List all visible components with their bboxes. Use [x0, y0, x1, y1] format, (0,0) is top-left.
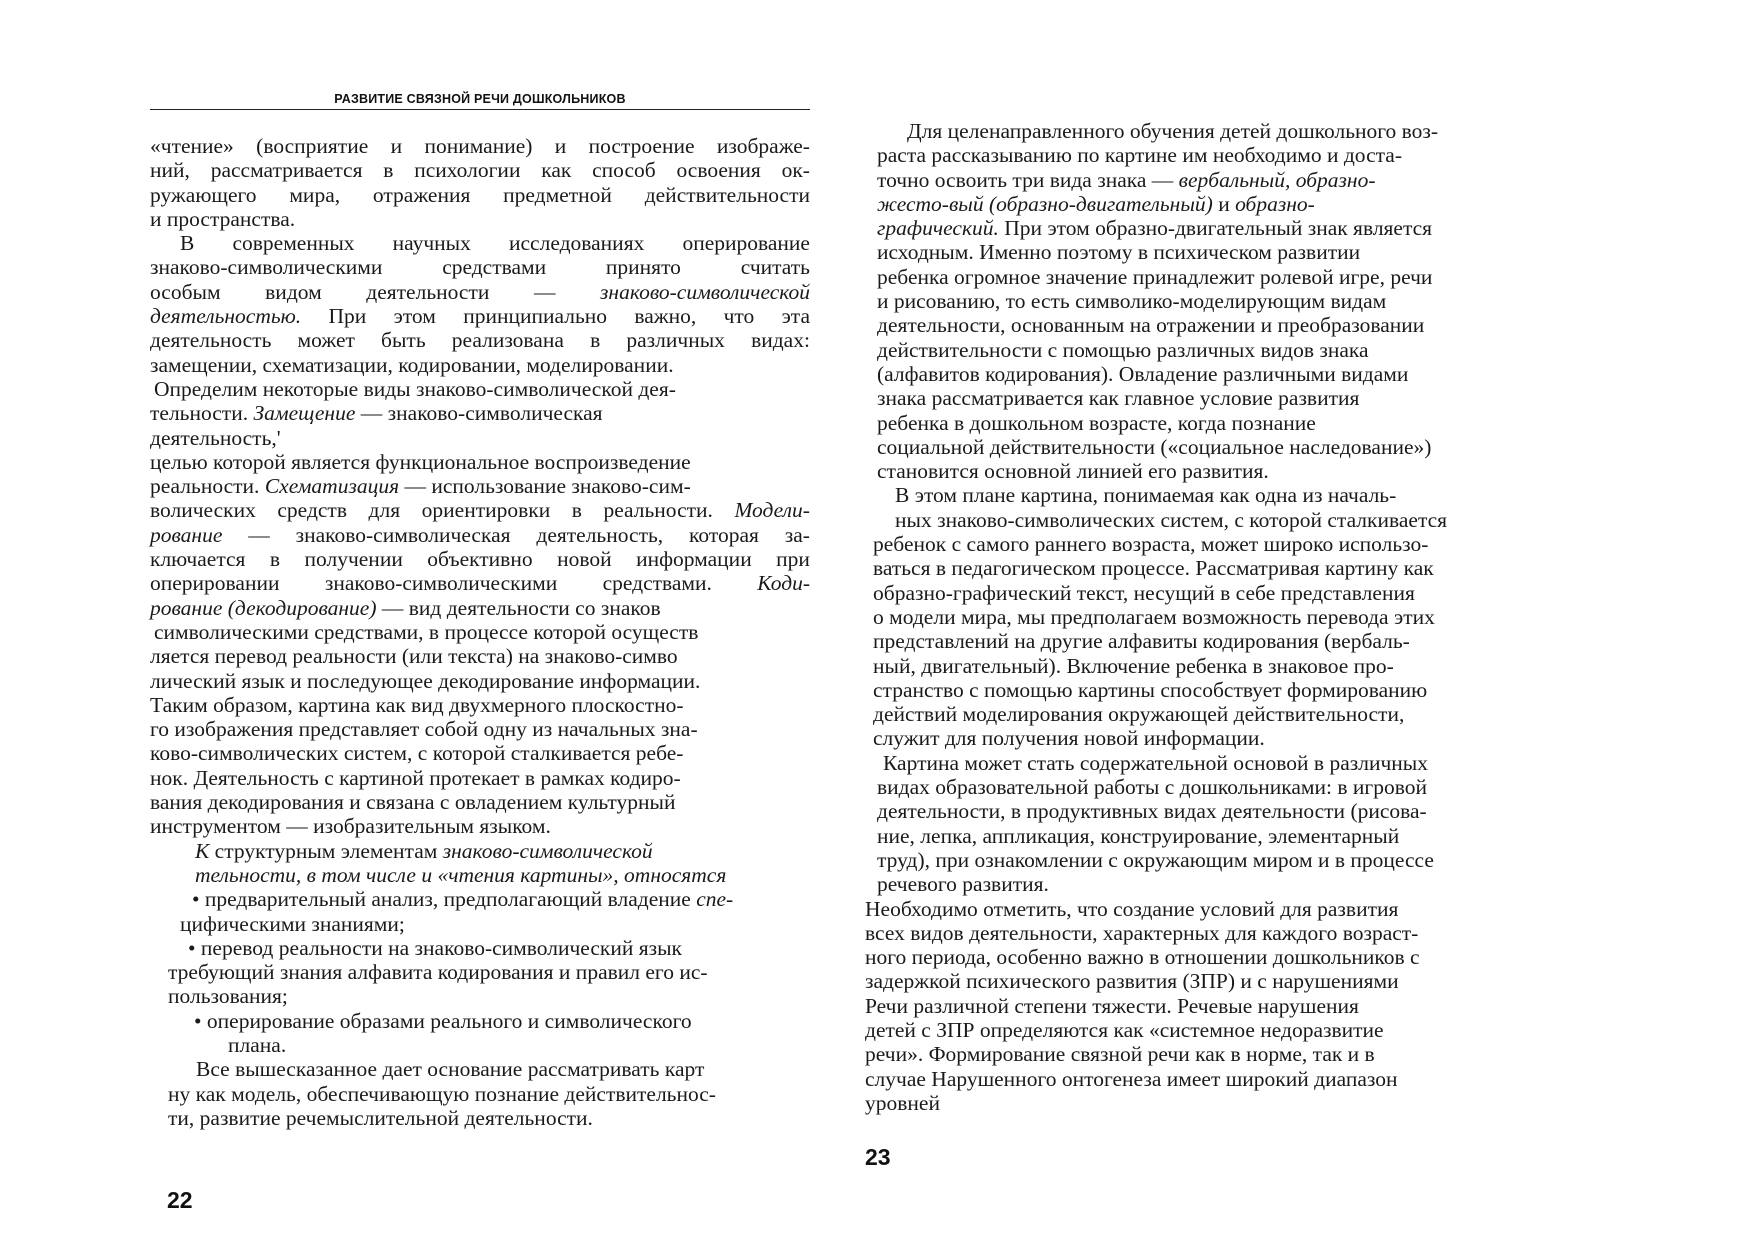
- text-word: в: [383, 158, 394, 183]
- text-segment: уровней: [865, 1090, 940, 1115]
- text-segment: деятельности, основанным на отражении и преобразовании: [877, 313, 1425, 338]
- text-segment: инструментом — изобразительным языком.: [150, 814, 551, 839]
- text-line: [150, 328, 810, 352]
- text-segment: случае Нарушенного онтогенеза имеет широкий диапазон: [865, 1066, 1398, 1091]
- text-segment: представлений на другие алфавиты кодирования (вербаль-: [873, 629, 1410, 654]
- text-line: [150, 693, 810, 717]
- text-word: объективно: [427, 547, 533, 572]
- text-line: [865, 192, 1555, 216]
- text-line: [150, 790, 810, 814]
- text-line: [865, 897, 1555, 921]
- text-word: получении: [304, 547, 403, 572]
- text-word: средствами.: [602, 571, 712, 596]
- text-word: —: [533, 279, 556, 304]
- text-line: [150, 936, 810, 960]
- text-segment: задержкой психического развития (ЗПР) и с нарушениями: [865, 969, 1399, 994]
- text-word: ний,: [150, 158, 190, 183]
- text-word: считать: [740, 255, 810, 280]
- text-word: принято: [605, 255, 681, 280]
- text-segment: ных знаково-символических систем, с которой сталкивается: [895, 507, 1448, 532]
- text-line: [150, 984, 810, 1008]
- text-line: [150, 401, 810, 425]
- text-segment: вания декодирования и связана с овладением культурный: [150, 790, 676, 815]
- text-segment: Речи различной степени тяжести. Речевые нарушения: [865, 993, 1359, 1018]
- text-line: [150, 158, 810, 182]
- text-line: [150, 474, 810, 498]
- text-segment: При этом образно-двигательный знак является: [998, 216, 1433, 241]
- text-segment: В этом плане картина, понимаемая как одна из началь-: [895, 483, 1397, 508]
- text-word: современных: [232, 231, 355, 256]
- text-word: особым: [150, 279, 221, 304]
- text-line: [865, 1018, 1555, 1042]
- text-segment: ние, лепка, аппликация, конструирование, элементарный: [877, 823, 1400, 848]
- text-word: быть: [381, 328, 426, 353]
- text-segment: Схематизация: [264, 474, 400, 499]
- text-segment: плана.: [228, 1032, 287, 1057]
- text-word: деятельностью.: [150, 304, 302, 329]
- text-line: [150, 1009, 810, 1033]
- text-segment: действительности с помощью различных видов знака: [877, 337, 1369, 362]
- text-word: ружающего: [150, 182, 257, 207]
- text-line: [865, 143, 1555, 167]
- text-word: что: [723, 304, 755, 329]
- text-word: при: [776, 547, 810, 572]
- text-segment: нок. Деятельность с картиной протекает в рамках кодиро-: [150, 765, 681, 790]
- text-word: освоения: [676, 158, 761, 183]
- text-line: [865, 969, 1555, 993]
- text-segment: деятельность,': [150, 425, 281, 450]
- text-line: [865, 654, 1555, 678]
- text-segment: рование (декодирование): [150, 595, 377, 620]
- text-line: [150, 1057, 810, 1081]
- text-segment: целью которой является функциональное воспроизведение: [150, 449, 691, 474]
- text-segment: структурным элементам: [209, 838, 443, 863]
- text-segment: спе-: [696, 887, 734, 912]
- text-segment: деятельности, в продуктивных видах деятельности (рисова-: [877, 799, 1427, 824]
- text-word: в: [269, 547, 281, 572]
- text-segment: символическими средствами, в процессе которой осуществ: [154, 619, 699, 644]
- text-segment: образно-графический текст, несущий в себе представления: [873, 580, 1415, 605]
- text-line: [865, 848, 1555, 872]
- text-segment: ну как модель, обеспечивающую познание действительнос-: [168, 1081, 716, 1106]
- text-line: [150, 498, 810, 522]
- text-word: понимание): [424, 134, 533, 158]
- text-line: [865, 168, 1555, 192]
- text-segment: странство с помощью картины способствует формированию: [873, 677, 1428, 702]
- text-word: Модели-: [734, 498, 810, 523]
- text-segment: лический язык и последующее декодирование информации.: [150, 668, 701, 693]
- text-segment: го изображения представляет собой одну из начальных зна-: [150, 717, 698, 742]
- text-line: [865, 362, 1555, 386]
- text-segment: детей с ЗПР определяются как «системное недоразвитие: [865, 1017, 1384, 1042]
- text-word: отражения: [372, 182, 471, 207]
- text-word: знаково-символическими: [150, 255, 383, 280]
- text-line: [865, 411, 1555, 435]
- text-line: [150, 960, 810, 984]
- text-word: деятельность,: [536, 522, 664, 547]
- text-line: [865, 289, 1555, 313]
- text-word: за-: [784, 522, 810, 547]
- text-segment: замещении, схематизации, кодировании, моделировании.: [150, 352, 674, 377]
- text-line: [865, 726, 1555, 750]
- text-word: знаково-символическая: [295, 522, 511, 547]
- text-line: [865, 508, 1555, 532]
- text-word: реализована: [451, 328, 564, 353]
- text-line: [865, 872, 1555, 896]
- text-word: В: [180, 231, 195, 256]
- text-word: средствами: [442, 255, 547, 280]
- text-segment: — знаково-символическая: [355, 401, 603, 426]
- text-segment: ваться в педагогическом процессе. Рассматривая картину как: [873, 556, 1434, 581]
- text-line: [865, 702, 1555, 726]
- text-line: [865, 338, 1555, 362]
- text-segment: (алфавитов кодирования). Овладение различными видами: [877, 361, 1409, 386]
- text-segment: исходным. Именно поэтому в психическом развитии: [877, 240, 1361, 265]
- text-word: научных: [392, 231, 471, 256]
- text-word: может: [297, 328, 355, 353]
- text-line: [150, 523, 810, 547]
- text-segment: и пространства.: [150, 206, 296, 231]
- text-segment: пользования;: [168, 984, 288, 1009]
- text-line: [865, 216, 1555, 240]
- text-line: [150, 839, 810, 863]
- text-segment: речевого развития.: [877, 872, 1049, 897]
- text-line: [150, 887, 810, 911]
- text-segment: ребенка огромное значение принадлежит ролевой игре, речи: [877, 264, 1433, 289]
- text-word: в: [571, 498, 582, 523]
- text-line: [865, 751, 1555, 775]
- right-page-text: [865, 119, 1555, 1115]
- text-segment: труд), при ознакомлении с окружающим миром и в процессе: [877, 847, 1434, 872]
- text-word: оперирование: [682, 231, 810, 256]
- text-word: рование: [150, 522, 223, 547]
- text-word: деятельность: [150, 328, 272, 353]
- text-word: ок-: [781, 158, 810, 183]
- text-line: [150, 231, 810, 255]
- text-word: которая: [689, 522, 759, 547]
- text-segment: ный, двигательный). Включение ребенка в знаковое про-: [873, 653, 1394, 678]
- text-word: предметной: [503, 182, 612, 207]
- text-segment: Картина может стать содержательной основой в различных: [883, 750, 1428, 775]
- text-word: деятельности: [366, 279, 490, 304]
- running-head: РАЗВИТИЕ СВЯЗНОЙ РЕЧИ ДОШКОЛЬНИКОВ: [334, 92, 626, 106]
- text-segment: ти, развитие речемыслительной деятельности.: [168, 1105, 593, 1130]
- text-segment: ребенок с самого раннего возраста, может широко использо-: [873, 532, 1429, 557]
- text-word: для: [368, 498, 401, 523]
- text-segment: Для целенаправленного обучения детей дошкольного воз-: [907, 119, 1439, 143]
- text-segment: и: [1212, 191, 1236, 216]
- text-line: [865, 386, 1555, 410]
- text-word: видом: [265, 279, 322, 304]
- text-segment: служит для получения новой информации.: [873, 726, 1265, 751]
- text-segment: раста рассказыванию по картине им необходимо и доста-: [877, 143, 1402, 168]
- text-line: [150, 450, 810, 474]
- text-segment: — использование знаково-сим-: [399, 474, 691, 499]
- text-segment: образно-: [1235, 191, 1315, 216]
- text-segment: жесто-вый (образно-двигательный): [877, 191, 1213, 216]
- text-line: [150, 1033, 810, 1057]
- text-line: [150, 547, 810, 571]
- text-line: [865, 605, 1555, 629]
- text-segment: всех видов деятельности, характерных для каждого возраст-: [865, 920, 1419, 945]
- text-segment: Определим некоторые виды знаково-символической дея-: [154, 376, 676, 401]
- text-line: [865, 629, 1555, 653]
- text-segment: цифическими знаниями;: [180, 911, 405, 936]
- left-page-text: [150, 134, 810, 1130]
- text-line: [150, 741, 810, 765]
- text-line: [150, 353, 810, 377]
- text-line: [150, 280, 810, 304]
- text-segment: • оперирование образами реального и символического: [194, 1008, 692, 1033]
- text-segment: Замещение: [253, 401, 356, 426]
- text-line: [865, 799, 1555, 823]
- text-word: ключается: [150, 547, 246, 572]
- text-word: —: [248, 522, 270, 547]
- text-line: [150, 304, 810, 328]
- text-word: в: [590, 328, 601, 353]
- text-line: [150, 571, 810, 595]
- text-word: оперировании: [150, 571, 280, 596]
- text-line: [865, 1042, 1555, 1066]
- text-line: [865, 1091, 1555, 1115]
- text-segment: точно освоить три вида знака —: [877, 167, 1179, 192]
- text-word: средств: [277, 498, 347, 523]
- text-line: [865, 824, 1555, 848]
- text-line: [150, 207, 810, 231]
- text-word: видах:: [751, 328, 810, 353]
- text-word: мира,: [289, 182, 341, 207]
- text-segment: графический.: [877, 216, 999, 241]
- text-line: [865, 1067, 1555, 1091]
- text-segment: видах образовательной работы с дошкольниками: в игровой: [877, 775, 1428, 800]
- text-segment: ково-символических систем, с которой сталкивается ребе-: [150, 741, 684, 766]
- text-line: [150, 596, 810, 620]
- text-segment: о модели мира, мы предполагаем возможность перевода этих: [873, 604, 1435, 629]
- text-word: построение: [588, 134, 695, 158]
- text-word: (восприятие: [256, 134, 369, 158]
- text-segment: ного периода, особенно важно в отношении дошкольников с: [865, 945, 1420, 970]
- text-word: новой: [557, 547, 612, 572]
- text-word: важно,: [634, 304, 697, 329]
- text-word: При: [328, 304, 367, 329]
- text-line: [150, 377, 810, 401]
- text-word: ориентировки: [421, 498, 551, 523]
- text-line: [150, 620, 810, 644]
- text-segment: требующий знания алфавита кодирования и правил его ис-: [168, 960, 708, 985]
- text-line: [865, 240, 1555, 264]
- text-word: психологии: [414, 158, 521, 183]
- right-page-number: 23: [865, 1144, 891, 1170]
- text-line: [865, 994, 1555, 1018]
- text-line: [865, 556, 1555, 580]
- text-word: эта: [781, 304, 810, 329]
- text-line: [150, 1082, 810, 1106]
- text-line: [865, 945, 1555, 969]
- text-segment: • перевод реальности на знаково-символический язык: [188, 935, 683, 960]
- text-word: как: [541, 158, 572, 183]
- text-word: изображе-: [716, 134, 810, 158]
- text-line: [150, 134, 810, 158]
- text-segment: • предварительный анализ, предполагающий владение: [192, 887, 697, 912]
- text-line: [150, 183, 810, 207]
- text-word: исследованиях: [509, 231, 645, 256]
- text-line: [865, 775, 1555, 799]
- text-word: рассматривается: [210, 158, 363, 183]
- text-segment: — вид деятельности со знаков: [376, 595, 661, 620]
- text-line: [150, 863, 810, 887]
- text-word: и: [554, 134, 567, 158]
- text-line: [150, 717, 810, 741]
- text-word: знаково-символической: [600, 279, 810, 304]
- text-word: Коди-: [757, 571, 810, 596]
- text-line: [150, 426, 810, 450]
- text-line: [150, 912, 810, 936]
- running-head-rule: [150, 109, 810, 110]
- text-word: информации: [636, 547, 752, 572]
- text-segment: и рисованию, то есть символико-моделирующим видам: [877, 289, 1387, 314]
- text-segment: тельности.: [150, 401, 254, 426]
- text-line: [865, 313, 1555, 337]
- text-segment: речи». Формирование связной речи как в норме, так и в: [865, 1042, 1375, 1067]
- text-line: [150, 814, 810, 838]
- text-line: [865, 459, 1555, 483]
- text-line: [865, 265, 1555, 289]
- text-word: и: [390, 134, 403, 158]
- text-line: [865, 581, 1555, 605]
- text-line: [865, 678, 1555, 702]
- text-word: способ: [592, 158, 656, 183]
- text-segment: ребенка в дошкольном возрасте, когда познание: [877, 410, 1316, 435]
- text-segment: вербальный, образно-: [1178, 167, 1376, 192]
- text-segment: реальности.: [150, 474, 265, 499]
- text-word: этом: [393, 304, 436, 329]
- text-word: волических: [150, 498, 256, 523]
- text-line: [150, 255, 810, 279]
- text-word: различных: [626, 328, 725, 353]
- text-segment: социальной действительности («социальное наследование»): [877, 434, 1432, 459]
- text-line: [150, 644, 810, 668]
- text-line: [865, 483, 1555, 507]
- text-line: [150, 766, 810, 790]
- text-line: [865, 532, 1555, 556]
- text-segment: Таким образом, картина как вид двухмерного плоскостно-: [150, 692, 684, 717]
- text-line: [150, 669, 810, 693]
- left-page-number: 22: [167, 1187, 193, 1213]
- text-line: [865, 435, 1555, 459]
- text-word: принципиально: [463, 304, 608, 329]
- text-segment: тельности, в том числе и «чтения картины», относятся: [195, 862, 727, 887]
- text-segment: действий моделирования окружающей действительности,: [873, 702, 1405, 727]
- text-segment: ляется перевод реальности (или текста) на знаково-симво: [150, 644, 678, 669]
- text-segment: Необходимо отметить, что создание условий для развития: [865, 896, 1399, 921]
- text-line: [150, 1106, 810, 1130]
- text-segment: Все вышесказанное дает основание рассматривать карт: [196, 1057, 705, 1082]
- text-segment: знака рассматривается как главное условие развития: [877, 386, 1360, 411]
- text-segment: знаково-символической: [442, 838, 653, 863]
- text-word: «чтение»: [150, 134, 234, 158]
- text-word: действительности: [644, 182, 810, 207]
- text-line: [865, 119, 1555, 143]
- text-line: [865, 921, 1555, 945]
- text-word: знаково-символическими: [324, 571, 558, 596]
- text-segment: становится основной линией его развития.: [877, 459, 1269, 484]
- text-word: реальности.: [603, 498, 713, 523]
- text-segment: К: [195, 838, 210, 863]
